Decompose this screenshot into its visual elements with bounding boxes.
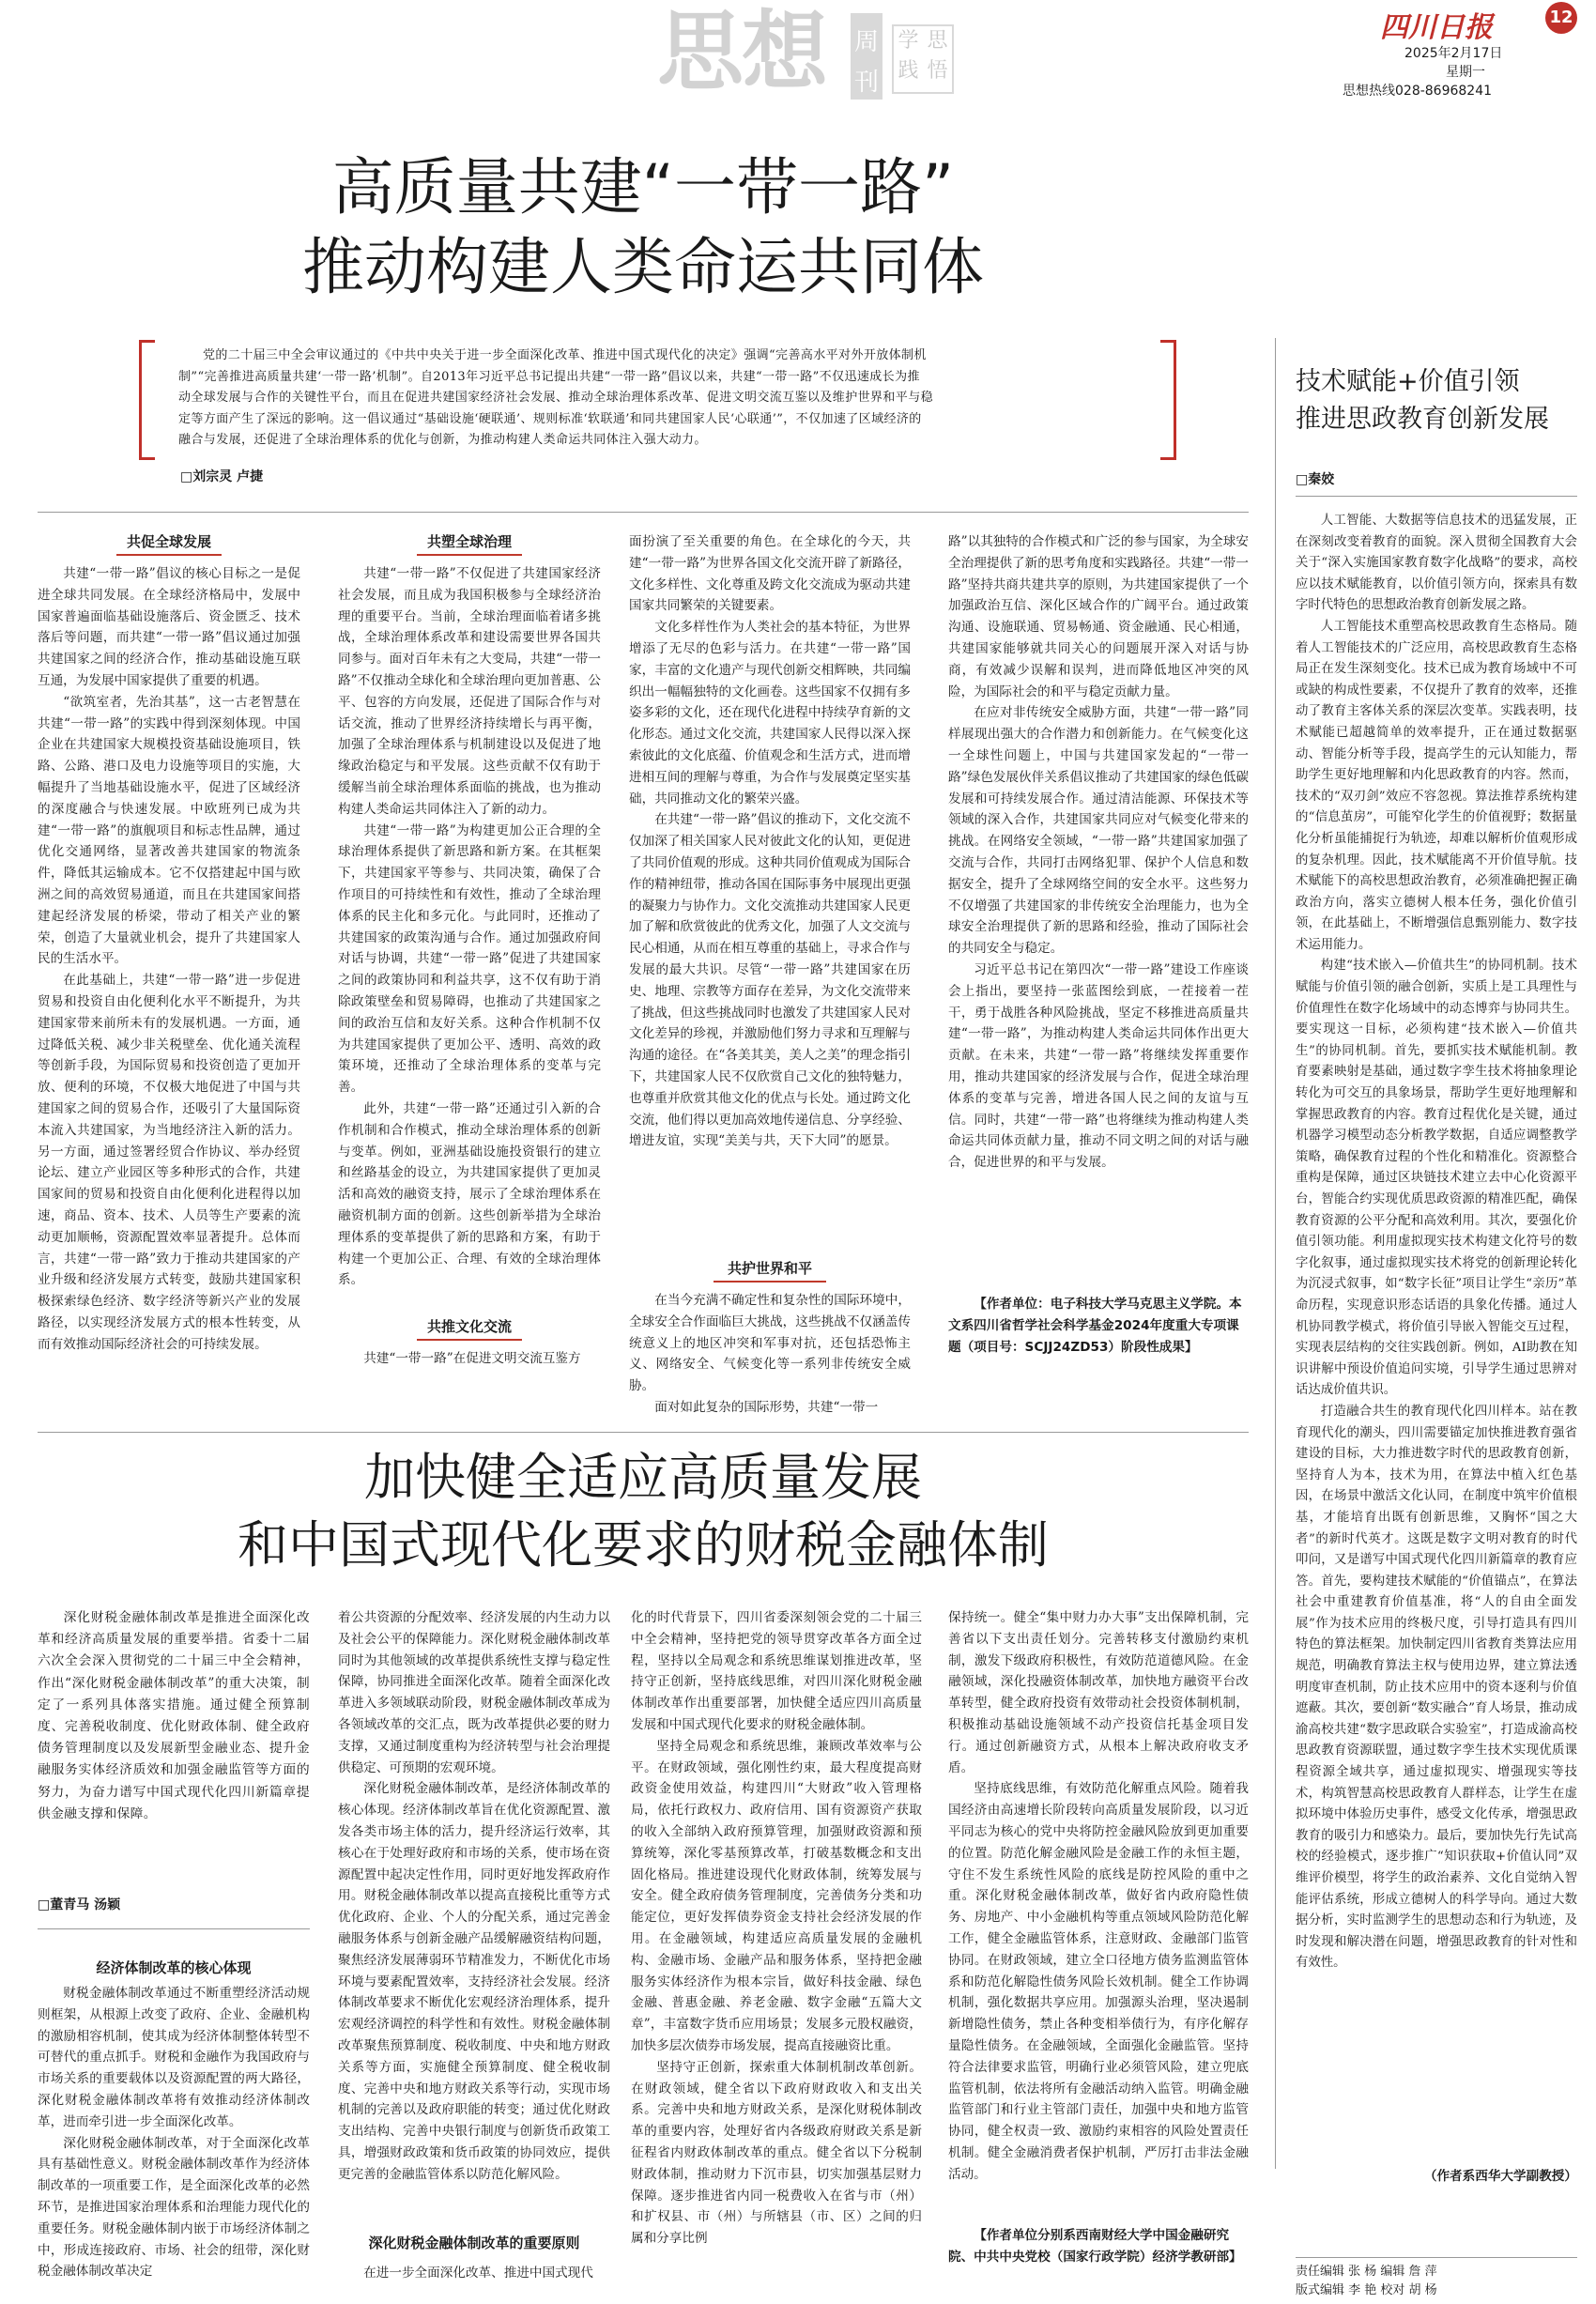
article2-lead: 深化财税金融体制改革是推进全面深化改革和经济高质量发展的重要举措。省委十二届六次全会深入贯彻党的二十届三中全会精神，作出“深化财税金融体制改革”的重大决策，制定了一系列具体落实措施。通过健全预算制度、完善税收制度、优化财政体制、健全政府债务管理制度以及发展新型金融业态、提升金融服务实体经济质效和加强金融监管等方面的努力，为奋力谱写中国式现代化四川新篇章提供金融支撑和保障。	[38, 1610, 310, 1821]
article2-lead-rule	[38, 1928, 310, 1929]
article3-author-note: （作者系西华大学副教授）	[1423, 2169, 1577, 2184]
article3-title-rule	[1296, 496, 1577, 497]
article2-col1-paragraph: 财税金融体制改革通过不断重塑经济活动规则框架，从根源上改变了政府、企业、金融机构的激励相容机制，使其成为经济体制整体转型不可替代的重点抓手。财税和金融作为我国政府与市场关系的重要载体以及资源配置的两大路径，深化财税金融体制改革将有效推动经济体制改革，进而牵引进一步全面深化改革。	[38, 1986, 310, 2129]
article1-col4-paragraph: 习近平总书记在第四次“一带一路”建设工作座谈会上指出，要坚持一张蓝图绘到底，一茬接着一茬干，勇于战胜各种风险挑战，坚定不移推进高质量共建“一带一路”，为推动构建人类命运共同体作出更大贡献。在未来，共建“一带一路”将继续发挥重要作用，推动共建国家的经济发展与合作，促进全球治理体系的变革与完善，增进各国人民之间的友谊与互信。同时，共建“一带一路”也将继续为推动构建人类命运共同体贡献力量，推动不同文明之间的对话与融合，促进世界的和平与发展。	[948, 961, 1249, 1171]
article2-subhead-2: 深化财税金融体制改革的重要原则	[368, 2235, 580, 2251]
article1-col2-paragraph: 共建“一带一路”不仅促进了共建国家经济社会发展，而且成为我国积极参与全球经济治理的重要平台。当前，全球治理面临着诸多挑战，全球治理体系改革和建设需要世界各国共同参与。面对百年未有之大变局，共建“一带一路”不仅推动全球化和全球治理向更加普惠、公平、包容的方向发展，还促进了国际合作与对话交流，推动了世界经济持续增长与再平衡，加强了全球治理体系与机制建设以及促进了地缘政治稳定与和平发展。这些贡献不仅有助于缓解当前全球治理体系面临的挑战，也为推动构建人类命运共同体注入了新的动力。	[338, 566, 601, 817]
article1-col3-paragraph: 面扮演了至关重要的角色。在全球化的今天，共建“一带一路”为世界各国文化交流开辟了新路径，文化多样性、文化尊重及跨文化交流成为驱动共建国家共同繁荣的关键要素。	[629, 534, 911, 614]
article2-column-2	[338, 1607, 610, 2218]
paper-name-logo: 四川日报	[1380, 11, 1493, 44]
article2-col2-tail-paragraph: 在进一步全面深化改革、推进中国式现代	[363, 2266, 593, 2281]
section-side-1: 周	[853, 28, 879, 56]
article2-col3-paragraph: 化的时代背景下，四川省委深刻领会党的二十届三中全会精神，坚持把党的领导贯穿改革各方面全过程，坚持以全局观念和系统思维谋划推进改革，坚持守正创新，坚持底线思维，对四川深化财税金融体制改革作出重要部署，加快健全适应四川高质量发展和中国式现代化要求的财税金融体制。	[631, 1610, 922, 1732]
article1-column-2-tail	[338, 1348, 601, 1391]
article1-lead-line1: 党的二十届三中全会审议通过的《中共中央关于进一步全面深化改革、推进中国式现代化的决定》强调“完善高水平对外开放体制机	[203, 348, 927, 362]
article1-title-line1: 高质量共建“一带一路”	[331, 151, 955, 223]
article3-paragraph: 人工智能技术重塑高校思政教育生态格局。随着人工智能技术的广泛应用，高校思政教育生态格局正在发生深刻变化。技术已成为教育场域中不可或缺的构成性要素，不仅提升了教育的效率，还推动了教育主客体关系的深层次变革。实践表明，技术赋能已超越简单的效率提升，正在通过数据驱动、智能分析等手段，提高学生的元认知能力，帮助学生更好地理解和内化思政教育的内容。然而，技术的“双刃剑”效应不容忽视。算法推荐系统构建的“信息茧房”，可能窄化学生的价值视野；数据量化分析虽能捕捉行为轨迹，却难以解析价值观形成的复杂机理。因此，技术赋能离不开价值导航。技术赋能下的高校思想政治教育，必须准确把握正确政治方向，落实立德树人根本任务，强化价值引领，在此基础上，不断增强信息甄别能力、数字技术运用能力。	[1296, 619, 1577, 952]
article1-lead-line4: 定等方面产生了深远的影响。这一倡议通过“基础设施‘硬联通’、规则标准‘软联通’和同共建国家人民‘心联通’”，不仅加速了区域经济的	[178, 411, 922, 426]
article1-column-3-b	[629, 1290, 911, 1421]
article3-paragraph: 人工智能、大数据等信息技术的迅猛发展，正在深刻改变着教育的面貌。深入贯彻全国教育大会关于“深入实施国家教育数字化战略”的要求，高校应以技术赋能教育，以价值引领方向，探索具有数字时代特色的思想政治教育创新发展之路。	[1296, 514, 1577, 613]
tag-char-2: 思	[927, 29, 948, 53]
section-title: 思想	[657, 1, 827, 102]
footer-credits-2: 版式编辑 李 艳 校对 胡 杨	[1296, 2283, 1437, 2297]
article1-subhead-2: 共塑全球治理	[338, 531, 601, 556]
article2-author-note: 【作者单位分别系西南财经大学中国金融研究院、中共中央党校（国家行政学院）经济学教研部】	[948, 2228, 1242, 2265]
hotline: 思想热线028-86968241	[1343, 84, 1493, 99]
article2-col1-paragraph: 深化财税金融体制改革，对于全面深化改革具有基础性意义。财税金融体制改革作为经济体制改革的一项重要工作，是全面深化改革的必然环节，是推进国家治理体系和治理能力现代化的重要任务。财税金融体制内嵌于市场经济体制之中，形成连接政府、市场、社会的纽带，深化财税金融体制改革决定	[38, 2135, 310, 2280]
article1-lead-line3: 动全球发展与合作的关键性平台，而且在促进共建国家经济社会发展、推动全球治理体系改革、促进文明交流互鉴以及维护世界和平与稳	[178, 391, 934, 406]
article1-lead-line5: 融合与发展，还促进了全球治理体系的优化与创新，为推动构建人类命运共同体注入强大动力。	[178, 433, 707, 448]
article2-column-1	[38, 1983, 310, 2304]
article1-title-line2: 推动构建人类命运共同体	[302, 231, 984, 303]
article1-subhead-3: 共推文化交流	[338, 1316, 601, 1341]
article3-title-line2: 推进思政教育创新发展	[1296, 405, 1549, 434]
article1-lead	[178, 346, 1155, 452]
section-divider-rule	[38, 1432, 1249, 1433]
article1-col2-tail-paragraph: 共建“一带一路”在促进文明交流互鉴方	[363, 1351, 581, 1366]
article1-column-3	[629, 531, 911, 1262]
article1-authors: □刘宗灵 卢捷	[180, 469, 264, 484]
article2-col2-paragraph: 深化财税金融体制改革，是经济体制改革的核心体现。经济体制改革旨在优化资源配置、激发各类市场主体的活力，提升经济运行效率，其核心在于处理好政府和市场的关系，使市场在资源配置中起决定性作用，同时更好地发挥政府作用。财税金融体制改革以提高直接税比重等方式优化政府、企业、个人的分配关系，通过完善金融服务体系与创新金融产品缓解融资结构问题，聚焦经济发展薄弱环节精准发力，不断优化市场环境与要素配置效率，支持经济社会发展。经济体制改革要求不断优化宏观经济治理体系，提升宏观经济调控的科学性和有效性。财税金融体制改革聚焦预算制度、税收制度、中央和地方财政关系等方面，实施健全预算制度、健全税收制度、完善中央和地方财政关系等行动，实现市场机制的完善以及政府职能的转变；通过优化财政支出结构、完善中央银行制度与创新货币政策工具，增强财政政策和货币政策的协同效应，提供更完善的金融监管体系以防范化解风险。	[338, 1781, 610, 2182]
article1-col3b-paragraph: 面对如此复杂的国际形势，共建“一带一	[654, 1399, 879, 1415]
section-side-box	[851, 13, 882, 100]
section-tag-box	[892, 24, 954, 94]
article1-column-1	[38, 563, 300, 1408]
article2-col4-paragraph: 坚持底线思维，有效防范化解重点风险。随着我国经济由高速增长阶段转向高质量发展阶段，以习近平同志为核心的党中央将防控金融风险放到更加重要的位置。防范化解金融风险是金融工作的永恒主题，守住不发生系统性风险的底线是防控风险的重中之重。深化财税金融体制改革，做好省内政府隐性债务、房地产、中小金融机构等重点领域风险防范化解工作，健全金融监管体系，注意财政、金融部门监管协同。在财政领域，建立全口径地方债务监测监管体系和防范化解隐性债务风险长效机制。健全工作协调机制，强化数据共享应用。加强源头治理，坚决遏制新增隐性债务，禁止各种变相举债行为，有序化解存量隐性债务。在金融领域，全面强化金融监管。坚持符合法律要求监管，明确行业必须管风险，建立兜底监管机制，依法将所有金融活动纳入监管。明确金融监管部门和行业主管部门责任，加强中央和地方监管协同，健全权责一致、激励约束相容的风险处置责任机制。健全金融消费者保护机制，严厉打击非法金融活动。	[948, 1781, 1249, 2182]
article3-body	[1296, 511, 1577, 2156]
article2-authors: □董青马 汤颖	[38, 1897, 121, 1912]
tag-char-3: 践	[898, 59, 919, 83]
tag-char-4: 悟	[927, 59, 948, 83]
article1-col4-paragraph: 在应对非传统安全威胁方面，共建“一带一路”同样展现出强大的合作潜力和创新能力。在气候变化这一全球性问题上，中国与共建国家发起的“一带一路”绿色发展伙伴关系倡议推动了共建国家的绿色低碳发展和可持续发展合作。通过清洁能源、环保技术等领域的深入合作，共建国家共同应对气候变化带来的挑战。在网络安全领域，“一带一路”共建国家加强了交流与合作，共同打击网络犯罪、保护个人信息和数据安全，提升了全球网络空间的安全水平。这些努力不仅增强了共建国家的非传统安全治理能力，也为全球安全治理提供了新的思路和经验，推动了国际社会的共同安全与稳定。	[948, 705, 1249, 957]
article2-subhead-1: 经济体制改革的核心体现	[96, 1959, 252, 1976]
article2-title-line2: 和中国式现代化要求的财税金融体制	[238, 1515, 1049, 1574]
article1-subhead-1: 共促全球发展	[38, 531, 300, 556]
article1-column-2	[338, 563, 601, 1288]
issue-weekday: 星期一	[1446, 65, 1485, 80]
right-column-rule	[1275, 338, 1276, 2169]
article1-lead-line2: 制”“完善推进高质量共建‘一带一路’机制”。自2013年习近平总书记提出共建“一带一路”倡议以来，共建“一带一路”不仅迅速成长为推	[178, 369, 920, 384]
issue-date: 2025年2月17日	[1404, 46, 1503, 61]
article2-col3-paragraph: 坚持全局观念和系统思维，兼顾改革效率与公平。在财政领域，强化刚性约束，最大程度提高财政资金使用效益，构建四川“大财政”收入管理格局，依托行政权力、政府信用、国有资源资产获取的收入全部纳入政府预算管理，加强财政资源和预算统筹，深化零基预算改革，打破基数概念和支出固化格局。推进建设现代化财政体制，统筹发展与安全。健全政府债务管理制度，完善债务分类和功能定位，更好发挥债券资金支持社会经济发展的作用。在金融领域，构建适应高质量发展的金融机构、金融市场、金融产品和服务体系，坚持把金融服务实体经济作为根本宗旨，做好科技金融、绿色金融、普惠金融、养老金融、数字金融“五篇大文章”，丰富数字货币应用场景；发展多元股权融资，加快多层次债券市场发展，提高直接融资比重。	[631, 1738, 922, 2053]
article1-lead-bracket-left	[139, 340, 155, 460]
article1-col2-paragraph: 此外，共建“一带一路”还通过引入新的合作机制和合作模式，推动全球治理体系的创新与变革。例如，亚洲基础设施投资银行的建立和丝路基金的设立，为共建国家提供了更加灵活和高效的融资支持，展示了全球治理体系在融资机制方面的创新。这些创新举措为全球治理体系的变革提供了新的思路和方案，有助于构建一个更加公正、合理、有效的全球治理体系。	[338, 1100, 601, 1288]
article1-col1-paragraph: “欲筑室者，先治其基”，这一古老智慧在共建“一带一路”的实践中得到深刻体现。中国企业在共建国家大规模投资基础设施项目，铁路、公路、港口及电力设施等项目的实施，大幅提升了当地基础设施水平，促进了区域经济的深度融合与快速发展。中欧班列已成为共建“一带一路”的旗舰项目和标志性品牌，通过优化交通网络，显著改善共建国家的物流条件，降低其运输成本。它不仅搭建起中国与欧洲之间的高效贸易通道，而且在共建国家间搭建起经济发展的桥梁，带动了相关产业的繁荣，创造了大量就业机会，提升了共建国家人民的生活水平。	[38, 694, 300, 967]
article1-col3-paragraph: 在共建“一带一路”倡议的推动下，文化交流不仅加深了相关国家人民对彼此文化的认知，更促进了共同价值观的形成。这种共同价值观成为国际合作的精神纽带，推动各国在国际事务中展现出更强的凝聚力与协作力。文化交流推动共建国家人民更加了解和欣赏彼此的优秀文化，加强了人文交流与民心相通，从而在相互尊重的基础上，寻求合作与发展的最大共识。尽管“一带一路”共建国家在历史、地理、宗教等方面存在差异，为文化交流带来了挑战，但这些挑战同时也激发了共建国家人民对文化差异的珍视，并激励他们努力寻求和互理解与沟通的途径。在“各美其美，美人之美”的理念指引下，共建国家人民不仅欣赏自己文化的独特魅力，也尊重并欣赏其他文化的优点与长处。通过跨文化交流，他们得以更加高效地传递信息、分享经验、增进友谊，实现“美美与共，天下大同”的愿景。	[629, 812, 911, 1149]
article1-lead-bracket-right	[1160, 340, 1176, 460]
article1-col1-paragraph: 共建“一带一路”倡议的核心目标之一是促进全球共同发展。在全球经济格局中，发展中国家普遍面临基础设施落后、资金匮乏、技术落后等问题，而共建“一带一路”倡议通过加强共建国家之间的经济合作，推动基础设施互联互通，为发展中国家提供了重要的机遇。	[38, 566, 300, 688]
article3-title-line1: 技术赋能+价值引领	[1296, 367, 1520, 396]
article1-col2-paragraph: 共建“一带一路”为构建更加公正合理的全球治理体系提供了新思路和新方案。在其框架下，共建国家平等参与、共同决策，确保了合作项目的可持续性和有效性，推动了全球治理体系的民主化和多元化。与此同时，还推动了共建国家的政策沟通与合作。通过加强政府间对话与协调，共建“一带一路”促进了共建国家之间的政策协同和利益共享，这不仅有助于消除政策壁垒和贸易障碍，也推动了共建国家之间的政治互信和友好关系。这种合作机制不仅为共建国家提供了更加公平、透明、高效的政策环境，还推动了全球治理体系的变革与完善。	[338, 822, 601, 1096]
article3-author: □秦姣	[1296, 472, 1335, 487]
masthead	[0, 0, 1596, 127]
article2-column-4	[948, 1607, 1249, 2218]
article1-author-note: 【作者单位：电子科技大学马克思主义学院。本文系四川省哲学社会科学基金2024年度重大专项课题（项目号：SCJJ24ZD53）阶段性成果】	[948, 1297, 1242, 1355]
page-number: 12	[1545, 2, 1577, 34]
article3-paragraph: 打造融合共生的教育现代化四川样本。站在教育现代化的潮头，四川需要锚定加快推进教育强省建设的目标，大力推进数字时代的思政教育创新，坚持育人为本，技术为用，在算法中植入红色基因，在场景中激活文化认同，在制度中筑牢价值根基，才能培育出既有创新思维，又胸怀“国之大者”的新时代英才。这既是数字文明对教育的时代叩问，又是谱写中国式现代化四川新篇章的教育应答。首先，要构建技术赋能的“价值锚点”，在算法社会中重建教育价值基准，将“人的自由全面发展”作为技术应用的终极尺度，引导打造具有四川特色的算法框架。加快制定四川省教育类算法应用规范，明确教育算法主权与使用边界，建立算法透明度审查机制，防止技术应用中的资本逐利与价值遮蔽。其次，要创新“数实融合”育人场景，推动成渝高校共建“数字思政联合实验室”，打造成渝高校思政教育资源联盟，通过数字孪生技术实现优质课程资源全域共享，通过虚拟现实、增强现实等技术，构筑智慧高校思政教育人群样态，让学生在虚拟环境中体验历史事件，感受文化传承，增强思政教育的吸引力和感染力。最后，要加快先行先试高校的经验模式，逐步推广“知识获取+价值认同”双维评价模型，将学生的政治素养、文化自觉纳入智能评估系统，形成立德树人的科学导向。通过大数据分析，实时监测学生的思想动态和行为轨迹，及时发现和解决潜在问题，增强思政教育的针对性和有效性。	[1296, 1404, 1577, 1971]
article1-col1-paragraph: 在此基础上，共建“一带一路”进一步促进贸易和投资自由化便利化水平不断提升，为共建国家带来前所未有的发展机遇。一方面，通过降低关税、减少非关税壁垒、优化通关流程等创新手段，为国际贸易和投资创造了更加开放、便利的环境，不仅极大地促进了中国与共建国家之间的贸易合作，还吸引了大量国际资本流入共建国家，为当地经济注入新的活力。另一方面，通过签署经贸合作协议、举办经贸论坛、建立产业园区等多种形式的合作，共建国家间的贸易和投资自由化便利化进程得以加速，商品、资本、技术、人员等生产要素的流动更加顺畅，资源配置效率显著提升。总体而言，共建“一带一路”致力于推动共建国家的产业升级和经济发展方式转变，鼓励共建国家积极探索绿色经济、数字经济等新兴产业的发展路径，以实现经济发展方式的根本性转变，从而有效推动国际经济社会的可持续发展。	[38, 973, 300, 1352]
article2-col3-paragraph: 坚持守正创新，探索重大体制机制改革创新。在财政领域，健全省以下政府财政收入和支出关系。完善中央和地方财政关系，是深化财税体制改革的重要内容，处理好省内各级政府财政关系是新征程省内财政体制改革的重点。健全省以下分税制财政体制，推动财力下沉市县，切实加强基层财力保障。逐步推进省内同一税费收入在省与市（州）和扩权县、市（州）与所辖县（市、区）之间的归属和分享比例	[631, 2059, 922, 2247]
article2-column-3	[631, 1607, 922, 2304]
section-side-2: 刊	[853, 69, 879, 97]
article1-subhead-4: 共护世界和平	[629, 1258, 911, 1283]
article3-paragraph: 构建“技术嵌入—价值共生”的协同机制。技术赋能与价值引领的融合创新，实质上是工具理性与价值理性在数字化场域中的动态博弈与协同共生。要实现这一目标，必须构建“技术嵌入—价值共生”的协同机制。首先，要抓实技术赋能机制。教育要素映射是基础，通过数字孪生技术将抽象理论转化为可交互的具象场景，帮助学生更好地理解和掌握思政教育的内容。教育过程优化是关键，通过机器学习模型动态分析教学数据，自适应调整教学策略，确保教育过程的个性化和精准化。资源整合重构是保障，通过区块链技术建立去中心化资源平台，智能合约实现优质思政资源的精准匹配，确保教育资源的公平分配和高效利用。其次，要强化价值引领功能。利用虚拟现实技术构建文化符号的数字化叙事，通过虚拟现实技术将党的创新理论转化为沉浸式叙事，如“数字长征”项目让学生“亲历”革命历程，实现意识形态话语的具象化传播。通过人机协同教学模式，将价值引导嵌入智能交互过程，实现表层结构的交往实践创新。例如，AI助教在知识讲解中预设价值追问实境，引导学生通过思辨对话达成价值共识。	[1296, 959, 1577, 1398]
article1-col3b-paragraph: 在当今充满不确定性和复杂性的国际环境中，全球安全合作面临巨大挑战，这些挑战不仅涵盖传统意义上的地区冲突和军事对抗，还包括恐怖主义、网络安全、气候变化等一系列非传统安全威胁。	[629, 1293, 911, 1394]
tag-char-1: 学	[898, 29, 919, 53]
article2-col4-paragraph: 保持统一。健全“集中财力办大事”支出保障机制，完善省以下支出责任划分。完善转移支付激励约束机制，激发下级政府积极性，有效防范道德风险。在金融领域，深化投融资体制改革，加快地方融资平台改革转型，健全政府投资有效带动社会投资体制机制，积极推动基础设施领域不动产投资信托基金项目发行。通过创新融资方式，从根本上解决政府收支矛盾。	[948, 1610, 1249, 1775]
article1-top-rule	[38, 512, 1249, 513]
footer-credits-1: 责任编辑 张 杨 编辑 詹 萍	[1296, 2265, 1437, 2279]
footer-rule	[1296, 2257, 1577, 2258]
article2-column-2-tail	[338, 2263, 610, 2304]
article2-col2-paragraph: 着公共资源的分配效率、经济发展的内生动力以及社会公平的保障能力。深化财税金融体制改革同时为其他领域的改革提供系统性支撑与稳定性保障，协同推进全面深化改革。随着全面深化改革进入多领域联动阶段，财税金融体制改革成为各领域改革的交汇点，既为改革提供必要的财力支撑，又通过制度重构为经济转型与社会治理提供稳定、可预期的宏观环境。	[338, 1610, 610, 1775]
article1-column-4	[948, 531, 1249, 1266]
article1-col3-paragraph: 文化多样性作为人类社会的基本特征，为世界增添了无尽的色彩与活力。在共建“一带一路”国家，丰富的文化遗产与现代创新交相辉映，共同编织出一幅幅独特的文化画卷。这些国家不仅拥有多姿多彩的文化，还在现代化进程中持续孕育新的文化形态。通过文化交流，共建国家人民得以深入探索彼此的文化底蕴、价值观念和生活方式，进而增进相互间的理解与尊重，为合作与发展奠定坚实基础，共同推动文化的繁荣兴盛。	[629, 620, 911, 806]
article1-col4-paragraph: 路”以其独特的合作模式和广泛的参与国家，为全球安全治理提供了新的思考角度和实践路径。共建“一带一路”坚持共商共建共享的原则，为共建国家提供了一个加强政治互信、深化区域合作的广阔平台。通过政策沟通、设施联通、贸易畅通、资金融通、民心相通，共建国家能够就共同关心的问题展开深入对话与协商，有效减少误解和误判，进而降低地区冲突的风险，为国际社会的和平与稳定贡献力量。	[948, 534, 1249, 699]
article2-title-line1: 加快健全适应高质量发展	[364, 1448, 922, 1507]
